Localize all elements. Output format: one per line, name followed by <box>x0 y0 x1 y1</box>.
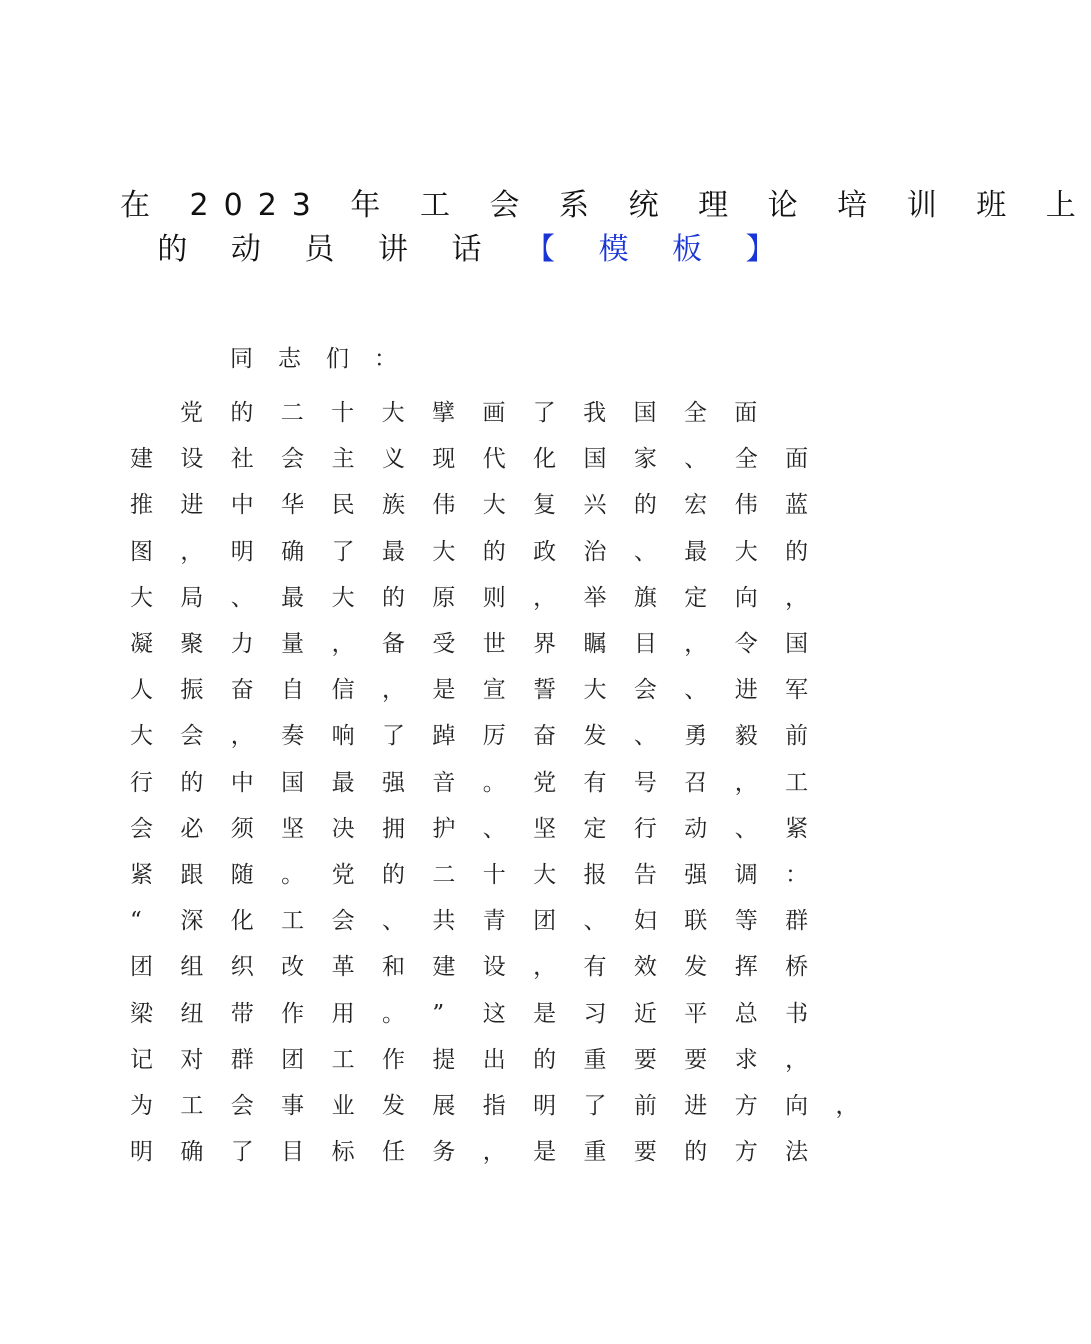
glyph: 政 <box>533 538 557 565</box>
glyph: 信 <box>331 677 355 704</box>
glyph: ， <box>533 584 557 611</box>
glyph: 改 <box>281 954 305 981</box>
glyph: 社 <box>230 446 254 473</box>
glyph: ， <box>180 538 204 565</box>
glyph: 则 <box>482 584 506 611</box>
glyph: 志 <box>278 346 301 372</box>
glyph: 方 <box>734 1093 758 1119</box>
glyph: 主 <box>331 446 355 473</box>
glyph: 有 <box>583 954 607 981</box>
glyph: 会 <box>130 815 153 842</box>
glyph: 定 <box>583 815 607 842</box>
glyph: 毅 <box>734 723 758 750</box>
glyph: 报 <box>583 862 607 888</box>
glyph: 局 <box>180 584 204 611</box>
paragraph-line <box>130 1037 835 1083</box>
glyph: 。 <box>381 1000 405 1027</box>
glyph: 了 <box>583 1093 607 1119</box>
glyph: ， <box>734 769 758 796</box>
glyph: 党 <box>331 862 355 888</box>
glyph: 为 <box>130 1093 153 1119</box>
glyph: 行 <box>633 815 657 842</box>
glyph: 了 <box>381 723 405 750</box>
glyph: 向 <box>785 1093 809 1119</box>
glyph: 的 <box>180 769 204 796</box>
glyph: 世 <box>482 631 506 657</box>
glyph: 代 <box>482 446 506 473</box>
glyph: 记 <box>130 1046 153 1073</box>
glyph: 复 <box>533 492 557 519</box>
glyph: 奏 <box>281 723 305 750</box>
glyph: 织 <box>230 954 254 981</box>
glyph: 、 <box>583 908 607 935</box>
glyph: 国 <box>281 769 305 796</box>
glyph: 和 <box>381 954 405 981</box>
glyph: 大 <box>482 492 506 519</box>
glyph: 奋 <box>533 723 557 750</box>
glyph: 工 <box>331 1046 355 1073</box>
glyph: ， <box>381 677 405 704</box>
paragraph-line <box>130 898 835 944</box>
glyph: 化 <box>230 908 254 935</box>
glyph: ， <box>785 584 809 611</box>
glyph: 是 <box>432 677 456 704</box>
glyph: 令 <box>734 631 758 657</box>
glyph: 中 <box>230 492 254 519</box>
glyph: 紧 <box>130 862 153 888</box>
glyph: 会 <box>331 908 355 935</box>
glyph: 受 <box>432 631 456 657</box>
glyph: 誓 <box>533 677 557 704</box>
glyph: 军 <box>785 677 809 704</box>
glyph: 人 <box>130 677 153 704</box>
glyph: 动 <box>684 815 708 842</box>
glyph: 大 <box>331 584 355 611</box>
glyph: 我 <box>583 400 607 426</box>
title-main-text: 的 动 员 讲 话 <box>157 232 499 267</box>
glyph: 的 <box>381 862 405 888</box>
glyph: 全 <box>683 400 707 426</box>
glyph: 总 <box>734 1000 758 1027</box>
glyph: 发 <box>381 1093 405 1119</box>
glyph: 挥 <box>734 954 758 981</box>
glyph: 蓝 <box>785 492 809 519</box>
glyph: 坚 <box>533 815 557 842</box>
glyph: 界 <box>533 631 557 657</box>
glyph: 进 <box>684 1093 708 1119</box>
glyph: 明 <box>230 538 254 565</box>
glyph: 确 <box>281 538 305 565</box>
glyph: ， <box>331 631 355 657</box>
glyph: 的 <box>633 492 657 519</box>
paragraph-line <box>130 621 835 667</box>
glyph: 的 <box>381 584 405 611</box>
glyph: 面 <box>785 446 809 473</box>
glyph: 方 <box>734 1139 758 1166</box>
paragraph-line <box>130 944 835 990</box>
glyph: 大 <box>533 862 557 888</box>
glyph: 进 <box>180 492 204 519</box>
glyph: 展 <box>432 1093 456 1119</box>
glyph: 务 <box>432 1139 456 1166</box>
glyph: 踔 <box>432 723 456 750</box>
glyph: 会 <box>180 723 204 750</box>
glyph: 了 <box>230 1139 254 1166</box>
glyph: 家 <box>633 446 657 473</box>
paragraph-line <box>180 390 785 436</box>
glyph: 拥 <box>381 815 405 842</box>
glyph: 强 <box>684 862 708 888</box>
glyph: 二 <box>432 862 456 888</box>
glyph: 们 <box>326 346 349 372</box>
glyph: 的 <box>785 538 809 565</box>
glyph: 设 <box>180 446 204 473</box>
glyph: 求 <box>734 1046 758 1073</box>
glyph: 族 <box>381 492 405 519</box>
glyph: 青 <box>482 908 506 935</box>
glyph: 法 <box>785 1139 809 1166</box>
glyph: 。 <box>482 769 506 796</box>
glyph: 擘 <box>431 400 455 426</box>
glyph: 等 <box>734 908 758 935</box>
glyph: 任 <box>381 1139 405 1166</box>
glyph: 会 <box>230 1093 254 1119</box>
glyph: 目 <box>633 631 657 657</box>
glyph: 二 <box>280 400 304 426</box>
glyph: 面 <box>734 400 758 426</box>
glyph: 近 <box>633 1000 657 1027</box>
title-template-tag: 【 模 板 】 <box>525 232 793 267</box>
glyph: 是 <box>533 1000 557 1027</box>
glyph: 指 <box>482 1093 506 1119</box>
glyph: ， <box>230 723 254 750</box>
glyph: 、 <box>734 815 758 842</box>
glyph: 了 <box>532 400 556 426</box>
glyph: 要 <box>633 1139 657 1166</box>
glyph: 团 <box>130 954 153 981</box>
glyph: 告 <box>633 862 657 888</box>
glyph: 坚 <box>281 815 305 842</box>
glyph: 全 <box>734 446 758 473</box>
glyph: 有 <box>583 769 607 796</box>
glyph: 行 <box>130 769 153 796</box>
glyph: 宣 <box>482 677 506 704</box>
glyph: 国 <box>785 631 809 657</box>
glyph: 现 <box>432 446 456 473</box>
glyph: 会 <box>281 446 305 473</box>
glyph: 备 <box>381 631 405 657</box>
glyph: 伟 <box>432 492 456 519</box>
paragraph-line <box>130 575 835 621</box>
glyph: 要 <box>633 1046 657 1073</box>
document-title-line-1: 在 2023 年 工 会 系 统 理 论 培 训 班 上 <box>120 188 1091 223</box>
glyph: 中 <box>230 769 254 796</box>
glyph: 带 <box>230 1000 254 1027</box>
glyph: ， <box>785 1046 809 1073</box>
glyph: 梁 <box>130 1000 153 1027</box>
glyph: 护 <box>432 815 456 842</box>
glyph: 力 <box>230 631 254 657</box>
glyph: 会 <box>633 677 657 704</box>
glyph: 跟 <box>180 862 204 888</box>
glyph: 治 <box>583 538 607 565</box>
glyph: 的 <box>684 1139 708 1166</box>
glyph: 重 <box>583 1139 607 1166</box>
paragraph-line <box>130 436 835 482</box>
glyph: 团 <box>281 1046 305 1073</box>
paragraph-line <box>130 1083 859 1129</box>
glyph: 量 <box>281 631 305 657</box>
glyph: ： <box>785 862 809 888</box>
glyph: 推 <box>130 492 153 519</box>
glyph: 同 <box>230 346 253 372</box>
glyph: 党 <box>533 769 557 796</box>
glyph: 团 <box>533 908 557 935</box>
glyph: 、 <box>633 538 657 565</box>
paragraph-line <box>130 482 835 528</box>
glyph: 了 <box>331 538 355 565</box>
glyph: 。 <box>281 862 305 888</box>
glyph: 的 <box>482 538 506 565</box>
glyph: 组 <box>180 954 204 981</box>
glyph: 共 <box>432 908 456 935</box>
document-title-line-2 <box>120 228 830 272</box>
glyph: 、 <box>482 815 506 842</box>
glyph: 进 <box>734 677 758 704</box>
glyph: 党 <box>180 400 203 426</box>
glyph: 定 <box>684 584 708 611</box>
glyph: 妇 <box>633 908 657 935</box>
glyph: 奋 <box>230 677 254 704</box>
glyph: 紧 <box>785 815 809 842</box>
glyph: 旗 <box>633 584 657 611</box>
glyph: 业 <box>331 1093 355 1119</box>
glyph: 发 <box>684 954 708 981</box>
glyph: 召 <box>684 769 708 796</box>
glyph: 宏 <box>684 492 708 519</box>
glyph: 、 <box>381 908 405 935</box>
paragraph-line <box>130 991 835 1037</box>
glyph: 最 <box>281 584 305 611</box>
glyph: 群 <box>785 908 809 935</box>
glyph: 华 <box>281 492 305 519</box>
glyph: 工 <box>281 908 305 935</box>
glyph: 原 <box>432 584 456 611</box>
glyph: 工 <box>180 1093 204 1119</box>
glyph: 国 <box>583 446 607 473</box>
glyph: 发 <box>583 723 607 750</box>
glyph: 最 <box>331 769 355 796</box>
glyph: 瞩 <box>583 631 607 657</box>
glyph: 大 <box>130 584 153 611</box>
glyph: 决 <box>331 815 355 842</box>
paragraph-line <box>130 1129 835 1175</box>
paragraph-line <box>130 713 835 759</box>
glyph: 自 <box>281 677 305 704</box>
glyph: 明 <box>533 1093 557 1119</box>
glyph: 必 <box>180 815 204 842</box>
glyph: 的 <box>230 400 254 426</box>
glyph: ” <box>432 1000 445 1027</box>
glyph: 号 <box>633 769 657 796</box>
paragraph-line <box>130 852 835 898</box>
glyph: 最 <box>684 538 708 565</box>
glyph: 向 <box>734 584 758 611</box>
glyph: 事 <box>281 1093 305 1119</box>
glyph: 大 <box>583 677 607 704</box>
glyph: 纽 <box>180 1000 204 1027</box>
glyph: 图 <box>130 538 153 565</box>
glyph: 效 <box>633 954 657 981</box>
paragraph-line <box>130 760 835 806</box>
glyph: 大 <box>381 400 405 426</box>
glyph: 最 <box>381 538 405 565</box>
glyph: ， <box>533 954 557 981</box>
glyph: 响 <box>331 723 355 750</box>
glyph: 革 <box>331 954 355 981</box>
glyph: 大 <box>130 723 153 750</box>
glyph: 、 <box>684 677 708 704</box>
glyph: “ <box>130 908 142 935</box>
glyph: 平 <box>684 1000 708 1027</box>
glyph: 十 <box>482 862 506 888</box>
glyph: 习 <box>583 1000 607 1027</box>
glyph: 工 <box>785 769 809 796</box>
glyph: 大 <box>432 538 456 565</box>
glyph: 是 <box>533 1139 557 1166</box>
glyph: 强 <box>381 769 405 796</box>
glyph: 作 <box>281 1000 305 1027</box>
glyph: 前 <box>633 1093 657 1119</box>
glyph: 民 <box>331 492 355 519</box>
glyph: 提 <box>432 1046 456 1073</box>
glyph: 化 <box>533 446 557 473</box>
glyph: 对 <box>180 1046 204 1073</box>
glyph: 须 <box>230 815 254 842</box>
glyph: ： <box>374 346 397 372</box>
glyph: ， <box>684 631 708 657</box>
glyph: 振 <box>180 677 204 704</box>
glyph: 设 <box>482 954 506 981</box>
glyph: 标 <box>331 1139 355 1166</box>
glyph: 伟 <box>734 492 758 519</box>
glyph: 建 <box>130 446 153 473</box>
glyph: 要 <box>684 1046 708 1073</box>
glyph: 勇 <box>684 723 708 750</box>
glyph: 前 <box>785 723 809 750</box>
glyph: 用 <box>331 1000 355 1027</box>
glyph: 的 <box>533 1046 557 1073</box>
glyph: 明 <box>130 1139 153 1166</box>
glyph: ， <box>835 1093 859 1119</box>
glyph: 确 <box>180 1139 204 1166</box>
glyph: 重 <box>583 1046 607 1073</box>
glyph: 建 <box>432 954 456 981</box>
glyph: 义 <box>381 446 405 473</box>
glyph: 、 <box>684 446 708 473</box>
salutation <box>230 336 422 382</box>
glyph: 大 <box>734 538 758 565</box>
glyph: 、 <box>633 723 657 750</box>
paragraph-line <box>130 529 835 575</box>
glyph: 作 <box>381 1046 405 1073</box>
glyph: 深 <box>180 908 204 935</box>
glyph: 兴 <box>583 492 607 519</box>
glyph: 凝 <box>130 631 153 657</box>
glyph: 国 <box>633 400 657 426</box>
glyph: 桥 <box>785 954 809 981</box>
paragraph-line <box>130 806 835 852</box>
glyph: 这 <box>482 1000 506 1027</box>
glyph: 出 <box>482 1046 506 1073</box>
glyph: 十 <box>331 400 355 426</box>
glyph: 聚 <box>180 631 204 657</box>
glyph: 目 <box>281 1139 305 1166</box>
paragraph-line <box>130 667 835 713</box>
glyph: 音 <box>432 769 456 796</box>
glyph: 随 <box>230 862 254 888</box>
glyph: 调 <box>734 862 758 888</box>
glyph: 联 <box>684 908 708 935</box>
glyph: ， <box>482 1139 506 1166</box>
glyph: 厉 <box>482 723 506 750</box>
glyph: 画 <box>482 400 506 426</box>
glyph: 、 <box>230 584 254 611</box>
glyph: 举 <box>583 584 607 611</box>
glyph: 书 <box>785 1000 809 1027</box>
glyph: 群 <box>230 1046 254 1073</box>
